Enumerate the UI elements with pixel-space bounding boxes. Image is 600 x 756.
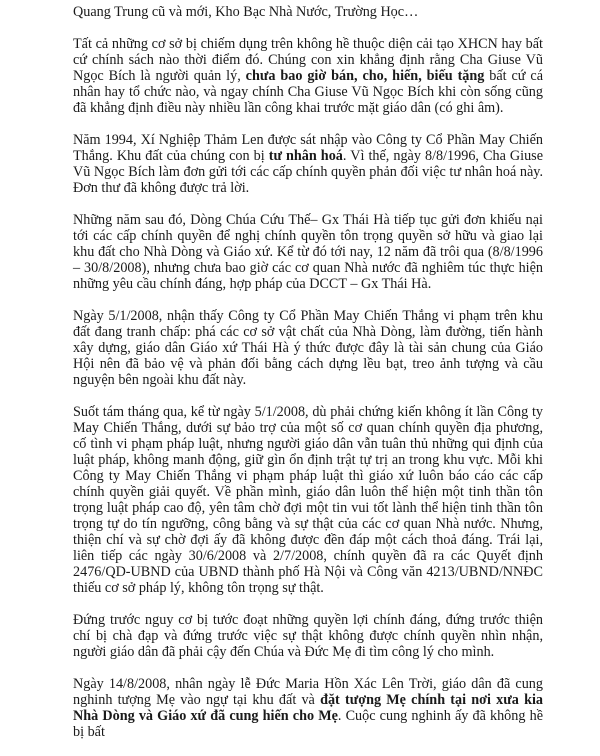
paragraph: [73, 36, 543, 116]
bold-text-run: đặt tượng Mẹ chính tại nơi xưa kia Nhà Dòng và Giáo xứ đã cung hiến cho Mẹ: [73, 692, 543, 724]
text-run: Ngày 14/8/2008, nhân ngày lễ Đức Maria Hồn Xác Lên Trời, giáo dân đã cung nghinh tượng Mẹ vào ngự tại khu đất và: [73, 676, 543, 708]
text-run: bất cứ cá nhân hay tổ chức nào, và ngay chính Cha Giuse Vũ Ngọc Bích khi còn sống cũng đã khẳng định điều này nhiều lần công khai trước mặt giáo dân (có ghi âm).: [73, 68, 543, 116]
text-run: . Vì thế, ngày 8/8/1996, Cha Giuse Vũ Ngọc Bích làm đơn gửi tới các cấp chính quyền phản đối việc tư nhân hoá này. Đơn thư đã không được trả lời.: [73, 148, 544, 196]
bold-text-run: tư nhân hoá: [268, 148, 343, 164]
text-run: Đứng trước nguy cơ bị tước đoạt những quyền lợi chính đáng, đứng trước thiện chí bị chà đạp và đứng trước việc sự thật không được chính quyền nhìn nhận, người giáo dân đã phải cậy đến Chúa và Đức Mẹ đi tìm công lý cho mình.: [73, 612, 543, 660]
paragraph: [73, 612, 543, 660]
paragraph: [73, 308, 543, 388]
document-page: [73, 0, 543, 756]
paragraph: [73, 212, 543, 292]
bold-text-run: chưa bao giờ bán, cho, hiến, biếu tặng: [245, 68, 485, 84]
paragraph: [73, 4, 543, 20]
paragraph: [73, 404, 543, 596]
paragraph: [73, 132, 543, 196]
text-run: Quang Trung cũ và mới, Kho Bạc Nhà Nước, Trường Học…: [73, 4, 419, 20]
paragraph: [73, 676, 543, 740]
text-run: Năm 1994, Xí Nghiệp Thảm Len được sát nhập vào Công ty Cổ Phần May Chiến Thắng. Khu đất của chúng con bị: [73, 132, 543, 164]
text-run: Tất cả những cơ sở bị chiếm dụng trên không hề thuộc diện cải tạo XHCN hay bất cứ chính sách nào thời điểm đó. Chúng con xin khẳng định rằng Cha Giuse Vũ Ngọc Bích là người quản lý,: [73, 36, 543, 84]
text-run: Những năm sau đó, Dòng Chúa Cứu Thế– Gx Thái Hà tiếp tục gửi đơn khiếu nại tới các cấp chính quyền để nghị chính quyền tôn trọng quyền sở hữu và giao lại khu đất cho Nhà Dòng và Giáo xứ. Kể từ đó tới nay, 12 năm đã trôi qua (8/8/1996 – 30/8/2008), nhưng chưa bao giờ các cơ quan Nhà nước đã nghiêm túc thực hiện những yêu cầu chính đáng, hợp pháp của DCCT – Gx Thái Hà.: [73, 212, 543, 292]
text-run: . Cuộc cung nghinh ấy đã không hề bị bất: [73, 708, 543, 740]
text-run: Ngày 5/1/2008, nhận thấy Công ty Cổ Phần May Chiến Thắng vi phạm trên khu đất đang tranh chấp: phá các cơ sở vật chất của Nhà Dòng, làm đường, tiến hành xây dựng, giáo dân Giáo xứ Thái Hà ý thức được đây là tài sản chung của Giáo Hội nên đã bảo vệ và phản đối bằng cách dựng lều bạt, treo ảnh tượng và cầu nguyện bên ngoài khu đất này.: [73, 308, 543, 388]
text-run: Suốt tám tháng qua, kể từ ngày 5/1/2008, dù phải chứng kiến không ít lần Công ty May Chiến Thắng, dưới sự bảo trợ của một số cơ quan chính quyền địa phương, cố tình vi phạm pháp luật, nhưng người giáo dân vẫn tuân thủ những qui định của luật pháp, không manh động, giữ gìn ổn định trật tự trị an trong khu vực. Mỗi khi Công ty May Chiến Thắng vi phạm pháp luật thì giáo xứ luôn báo cáo các cấp chính quyền giải quyết. Về phần mình, giáo dân luôn thể hiện một tinh thần tôn trọng luật pháp cao độ, yên tâm chờ đợi một tin vui tốt lành thể hiện tinh thần tôn trọng tự do tín ngưỡng, công bằng và sự thật của các cơ quan Nhà nước. Nhưng, thiện chí và sự chờ đợi ấy đã không được đền đáp một cách thoả đáng. Trái lại, liên tiếp các ngày 30/6/2008 và 2/7/2008, chính quyền đã ra các Quyết định 2476/QD-UBND của UBND thành phố Hà Nội và Công văn 4213/UBND/NNĐC thiếu cơ sở pháp lý, không tôn trọng sự thật.: [73, 404, 543, 596]
